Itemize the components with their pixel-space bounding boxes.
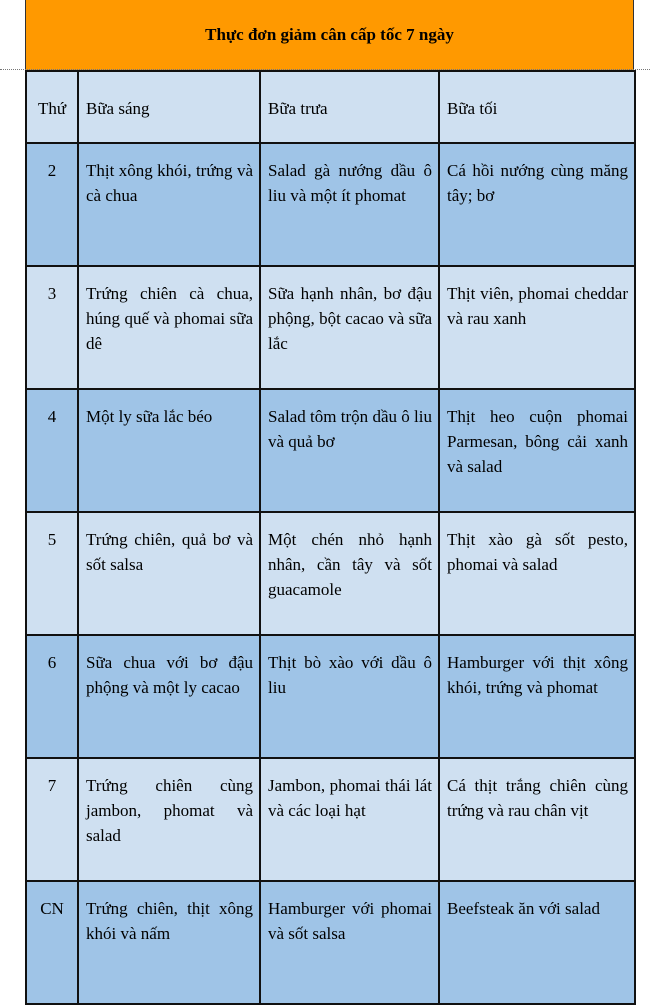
day-cell: 2 [26, 143, 78, 266]
breakfast-cell: Trứng chiên, quả bơ và sốt salsa [78, 512, 260, 635]
dinner-cell: Cá thịt trắng chiên cùng trứng và rau chân vịt [439, 758, 635, 881]
day-cell: 6 [26, 635, 78, 758]
lunch-cell: Sữa hạnh nhân, bơ đậu phộng, bột cacao và sữa lắc [260, 266, 439, 389]
breakfast-cell: Trứng chiên cùng jambon, phomat và salad [78, 758, 260, 881]
dinner-cell: Thịt heo cuộn phomai Parmesan, bông cải xanh và salad [439, 389, 635, 512]
table-header-row [26, 71, 635, 143]
breakfast-cell: Trứng chiên, thịt xông khói và nấm [78, 881, 260, 1004]
day-cell: 5 [26, 512, 78, 635]
dinner-cell: Hamburger với thịt xông khói, trứng và phomat [439, 635, 635, 758]
lunch-cell: Jambon, phomai thái lát và các loại hạt [260, 758, 439, 881]
table-row [26, 881, 635, 1004]
day-cell: 7 [26, 758, 78, 881]
header-dinner: Bữa tối [439, 71, 635, 143]
breakfast-cell: Trứng chiên cà chua, húng quế và phomai sữa dê [78, 266, 260, 389]
lunch-cell: Hamburger với phomai và sốt salsa [260, 881, 439, 1004]
lunch-cell: Thịt bò xào với dầu ô liu [260, 635, 439, 758]
header-lunch: Bữa trưa [260, 71, 439, 143]
day-cell: 4 [26, 389, 78, 512]
day-cell: 3 [26, 266, 78, 389]
table-row [26, 512, 635, 635]
table-row [26, 758, 635, 881]
dinner-cell: Thịt xào gà sốt pesto, phomai và salad [439, 512, 635, 635]
meal-plan-table [25, 70, 636, 1005]
table-row [26, 143, 635, 266]
table-row [26, 266, 635, 389]
table-row [26, 635, 635, 758]
breakfast-cell: Thịt xông khói, trứng và cà chua [78, 143, 260, 266]
table-row [26, 389, 635, 512]
lunch-cell: Một chén nhỏ hạnh nhân, cần tây và sốt guacamole [260, 512, 439, 635]
header-day: Thứ [26, 71, 78, 143]
dinner-cell: Beefsteak ăn với salad [439, 881, 635, 1004]
lunch-cell: Salad tôm trộn dầu ô liu và quả bơ [260, 389, 439, 512]
breakfast-cell: Sữa chua với bơ đậu phộng và một ly cacao [78, 635, 260, 758]
day-cell: CN [26, 881, 78, 1004]
header-breakfast: Bữa sáng [78, 71, 260, 143]
table-title: Thực đơn giảm cân cấp tốc 7 ngày [205, 25, 454, 44]
lunch-cell: Salad gà nướng dầu ô liu và một ít phomat [260, 143, 439, 266]
table-title-bar [25, 0, 634, 70]
dinner-cell: Thịt viên, phomai cheddar và rau xanh [439, 266, 635, 389]
breakfast-cell: Một ly sữa lắc béo [78, 389, 260, 512]
dinner-cell: Cá hồi nướng cùng măng tây; bơ [439, 143, 635, 266]
